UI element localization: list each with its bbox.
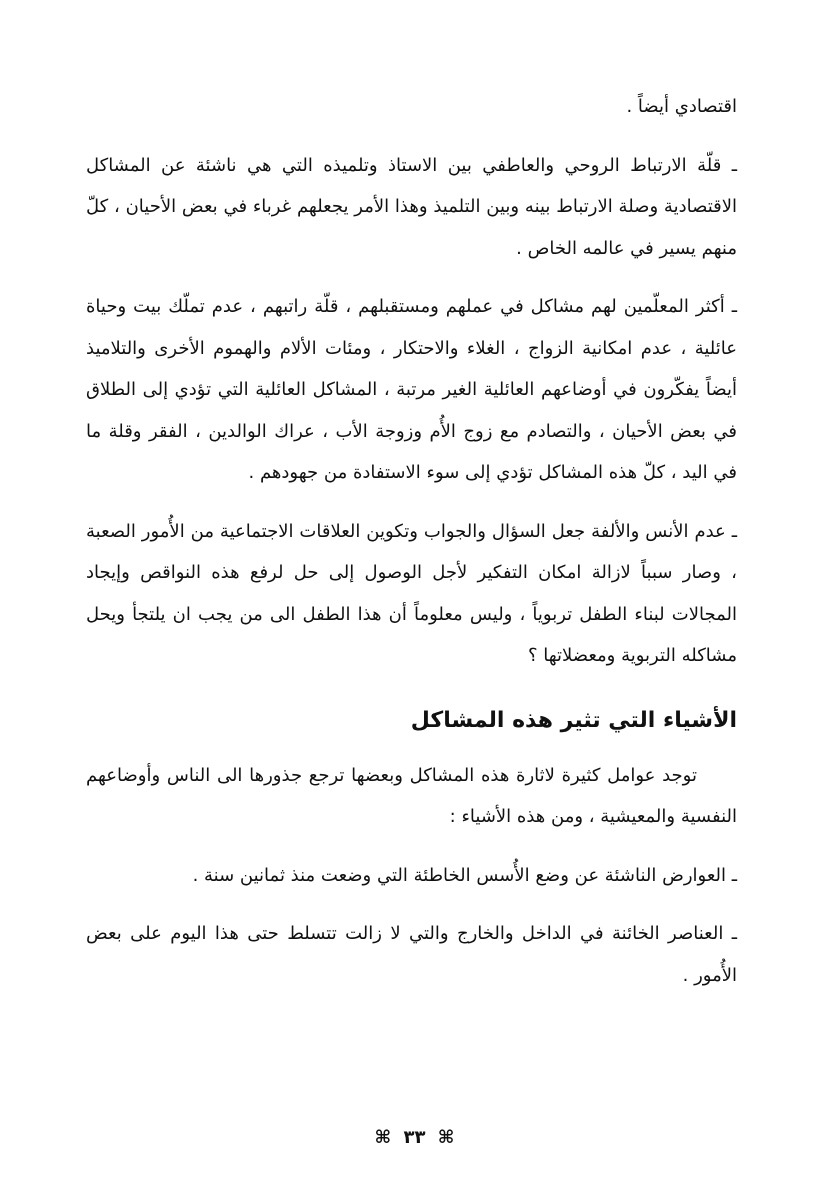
page-number: ٣٣ xyxy=(403,1127,426,1148)
section-item-2: ـ العناصر الخائنة في الداخل والخارج والتي لا زالت تتسلط حتى هذا اليوم على بعض الأُمور . xyxy=(86,923,737,986)
section-intro: توجد عوامل كثيرة لاثارة هذه المشاكل وبعضها ترجع جذورها الى الناس وأوضاعهم النفسية والمعيشية ، ومن هذه الأشياء : xyxy=(86,764,737,827)
section-heading: الأشياء التي تثير هذه المشاكل xyxy=(410,707,737,733)
paragraph-2: ـ قلّة الارتباط الروحي والعاطفي بين الاستاذ وتلميذه التي هي ناشئة عن المشاكل الاقتصادية وصلة الارتباط بينه وبين التلميذ وهذا الأمر يجعلهم غرباء في بعض الأحيان ، كلّ منهم يسير في عالمه الخاص . xyxy=(86,154,737,259)
paragraph-3: ـ أكثر المعلّمين لهم مشاكل في عملهم ومستقبلهم ، قلّة راتبهم ، عدم تملّك بيت وحياة عائلية ، عدم امكانية الزواج ، الغلاء والاحتكار ، ومئات الألام والهموم الأخرى والتلاميذ أيضاً يفكّرون في أوضاعهم العائلية الغير مرتبة ، المشاكل العائلية التي تؤدي إلى الطلاق في بعض الأحيان ، والتصادم مع زوج الأُم وزوجة الأب ، عراك الوالدين ، الفقر وقلة ما في اليد ، كلّ هذه المشاكل تؤدي إلى سوء الاستفادة من جهودهم . xyxy=(86,296,737,483)
section-item-1: ـ العوارض الناشئة عن وضع الأُسس الخاطئة التي وضعت منذ ثمانين سنة . xyxy=(192,864,737,886)
paragraph-1: اقتصادي أيضاً . xyxy=(626,96,737,117)
paragraph-4: ـ عدم الأنس والألفة جعل السؤال والجواب وتكوين العلاقات الاجتماعية من الأُمور الصعبة ، وصار سبباً لازالة امكان التفكير لأجل الوصول إلى حل لرفع هذه النواقص وإيجاد المجالات لبناء الطفل تربوياً ، وليس معلوماً أن هذا الطفل الى من يجب ان يلتجأ ويحل مشاكله التربوية ومعضلاتها ؟ xyxy=(86,520,737,666)
ornament-icon: ⌘ xyxy=(437,1127,455,1148)
page-footer xyxy=(0,1127,829,1148)
page-content xyxy=(86,86,737,996)
ornament-icon: ⌘ xyxy=(374,1127,392,1148)
